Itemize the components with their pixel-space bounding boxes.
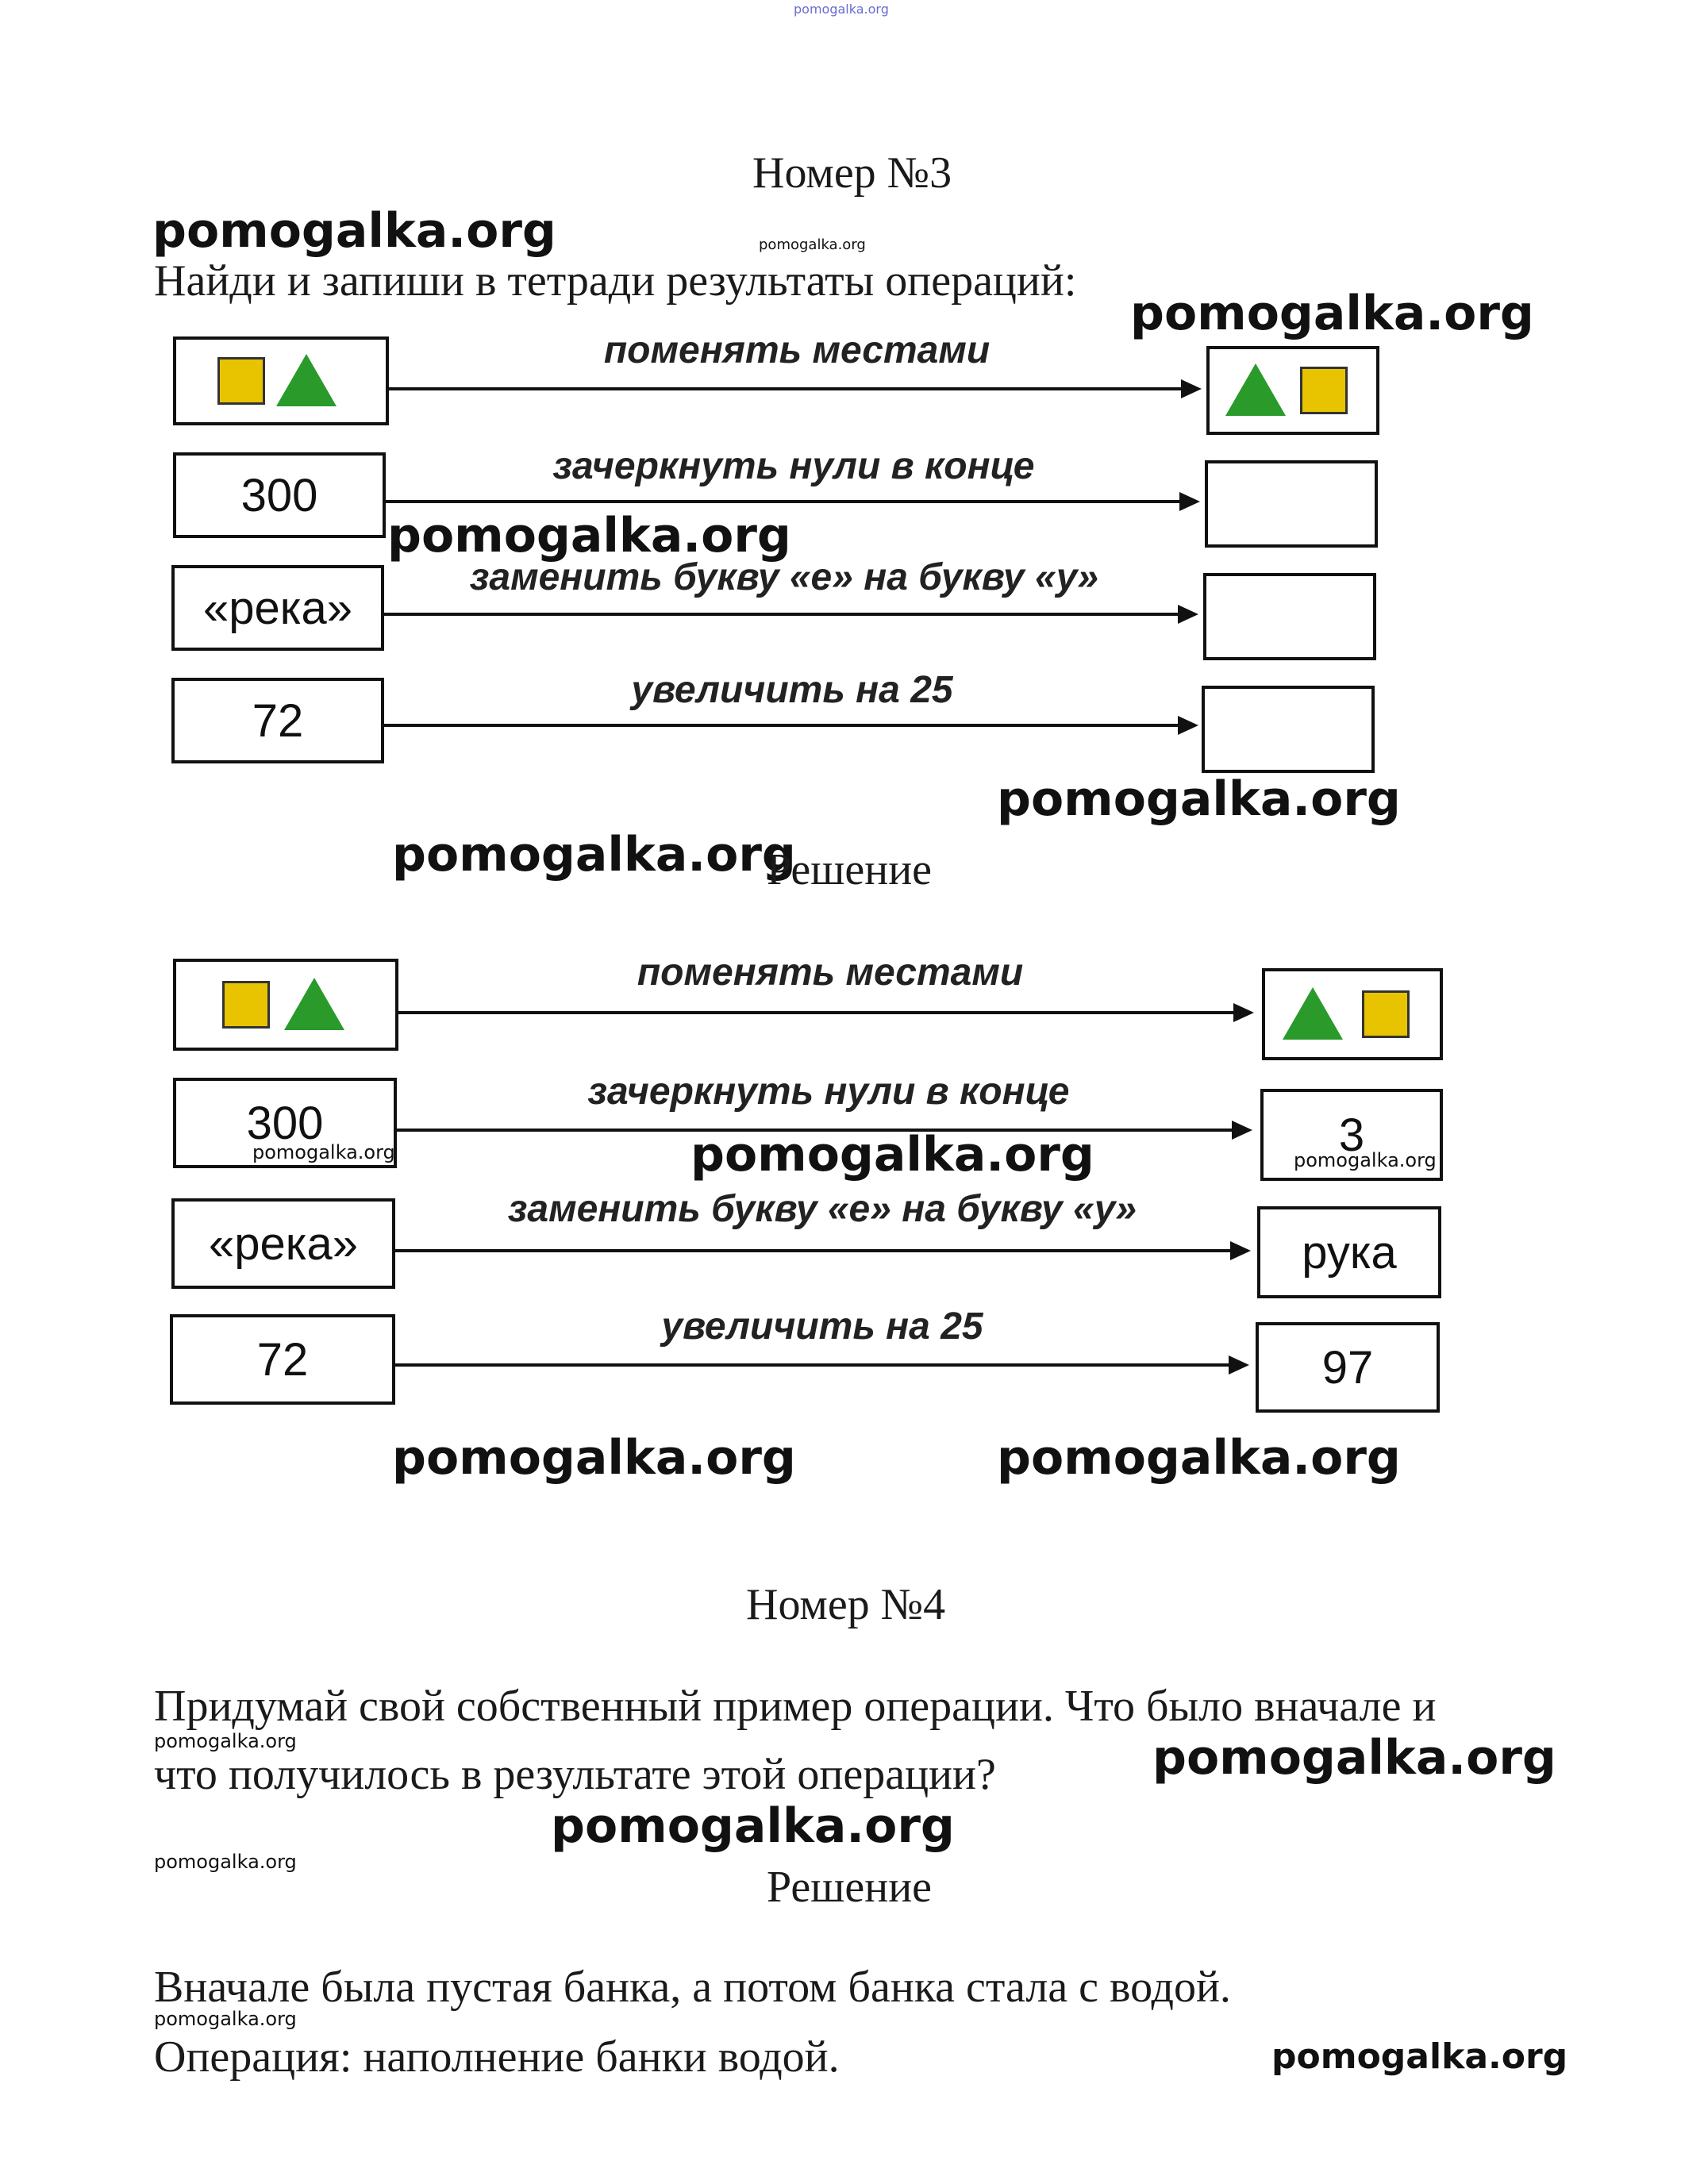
yellow-square-icon: [222, 981, 270, 1029]
input-box: 300: [173, 1078, 397, 1168]
output-box[interactable]: [1202, 686, 1375, 773]
green-triangle-icon: [276, 354, 337, 406]
arrow: [384, 613, 1195, 616]
watermark: pomogalka.org: [759, 236, 866, 253]
operation-label: увеличить на 25: [661, 1305, 983, 1348]
operation-label: заменить букву «е» на букву «у»: [469, 556, 1099, 598]
task4-prompt-line1: Придумай свой собственный пример операции. Что было вначале и: [154, 1682, 1437, 1731]
green-triangle-icon: [1283, 987, 1343, 1040]
input-box: «река»: [171, 565, 384, 651]
watermark: pomogalka.org: [1271, 2036, 1568, 2077]
watermark: pomogalka.org: [252, 1141, 395, 1163]
arrow: [395, 1363, 1246, 1367]
watermark: pomogalka.org: [1130, 286, 1534, 341]
watermark: pomogalka.org: [154, 1730, 297, 1752]
watermark: pomogalka.org: [690, 1127, 1094, 1182]
arrow: [398, 1011, 1251, 1014]
output-box[interactable]: [1203, 573, 1376, 660]
task3-solution-heading: Решение: [767, 845, 933, 894]
watermark: pomogalka.org: [387, 508, 791, 563]
operation-label: поменять местами: [637, 952, 1024, 994]
watermark: pomogalka.org: [154, 2008, 297, 2030]
yellow-square-icon: [1362, 990, 1410, 1038]
arrow: [386, 500, 1197, 503]
output-box-shapes: [1206, 346, 1379, 435]
operation-label: заменить букву «е» на букву «у»: [507, 1188, 1137, 1230]
yellow-square-icon: [1300, 367, 1348, 414]
task3-heading: Номер №3: [752, 148, 952, 198]
input-box-shapes: [173, 336, 389, 425]
watermark: pomogalka.org: [997, 771, 1401, 827]
watermark: pomogalka.org: [997, 1430, 1401, 1486]
operation-label: поменять местами: [603, 329, 991, 371]
input-box-shapes: [173, 959, 398, 1051]
watermark: pomogalka.org: [154, 1851, 297, 1873]
task4-heading: Номер №4: [746, 1580, 946, 1629]
output-box: 97: [1256, 1322, 1440, 1413]
operation-label: увеличить на 25: [631, 669, 953, 711]
task3-prompt: Найди и запиши в тетради результаты операций:: [154, 256, 1077, 306]
arrow: [395, 1249, 1248, 1252]
input-box: 72: [170, 1314, 395, 1405]
output-box: 3: [1260, 1089, 1443, 1181]
arrow: [389, 387, 1198, 390]
input-box: «река»: [171, 1198, 395, 1289]
green-triangle-icon: [1225, 363, 1286, 416]
task4-answer-line2: Операция: наполнение банки водой.: [154, 2032, 840, 2082]
output-box[interactable]: [1205, 460, 1378, 548]
watermark: pomogalka.org: [1294, 1149, 1437, 1171]
input-box: 72: [171, 678, 384, 763]
top-watermark: pomogalka.org: [794, 2, 889, 17]
operation-label: зачеркнуть нули в конце: [587, 1071, 1070, 1113]
output-box: рука: [1257, 1206, 1441, 1298]
yellow-square-icon: [217, 357, 265, 405]
task4-prompt-line2: что получилось в результате этой операции?: [154, 1750, 996, 1799]
arrow: [384, 724, 1195, 727]
watermark: pomogalka.org: [392, 827, 796, 882]
output-box-shapes: [1262, 968, 1443, 1060]
watermark: pomogalka.org: [1152, 1730, 1556, 1786]
input-box: 300: [173, 452, 386, 538]
watermark: pomogalka.org: [551, 1798, 955, 1854]
watermark: pomogalka.org: [152, 203, 556, 259]
watermark: pomogalka.org: [392, 1430, 796, 1486]
operation-label: зачеркнуть нули в конце: [552, 445, 1035, 487]
task4-solution-heading: Решение: [767, 1863, 933, 1912]
green-triangle-icon: [284, 978, 344, 1030]
task4-answer-line1: Вначале была пустая банка, а потом банка стала с водой.: [154, 1963, 1231, 2012]
